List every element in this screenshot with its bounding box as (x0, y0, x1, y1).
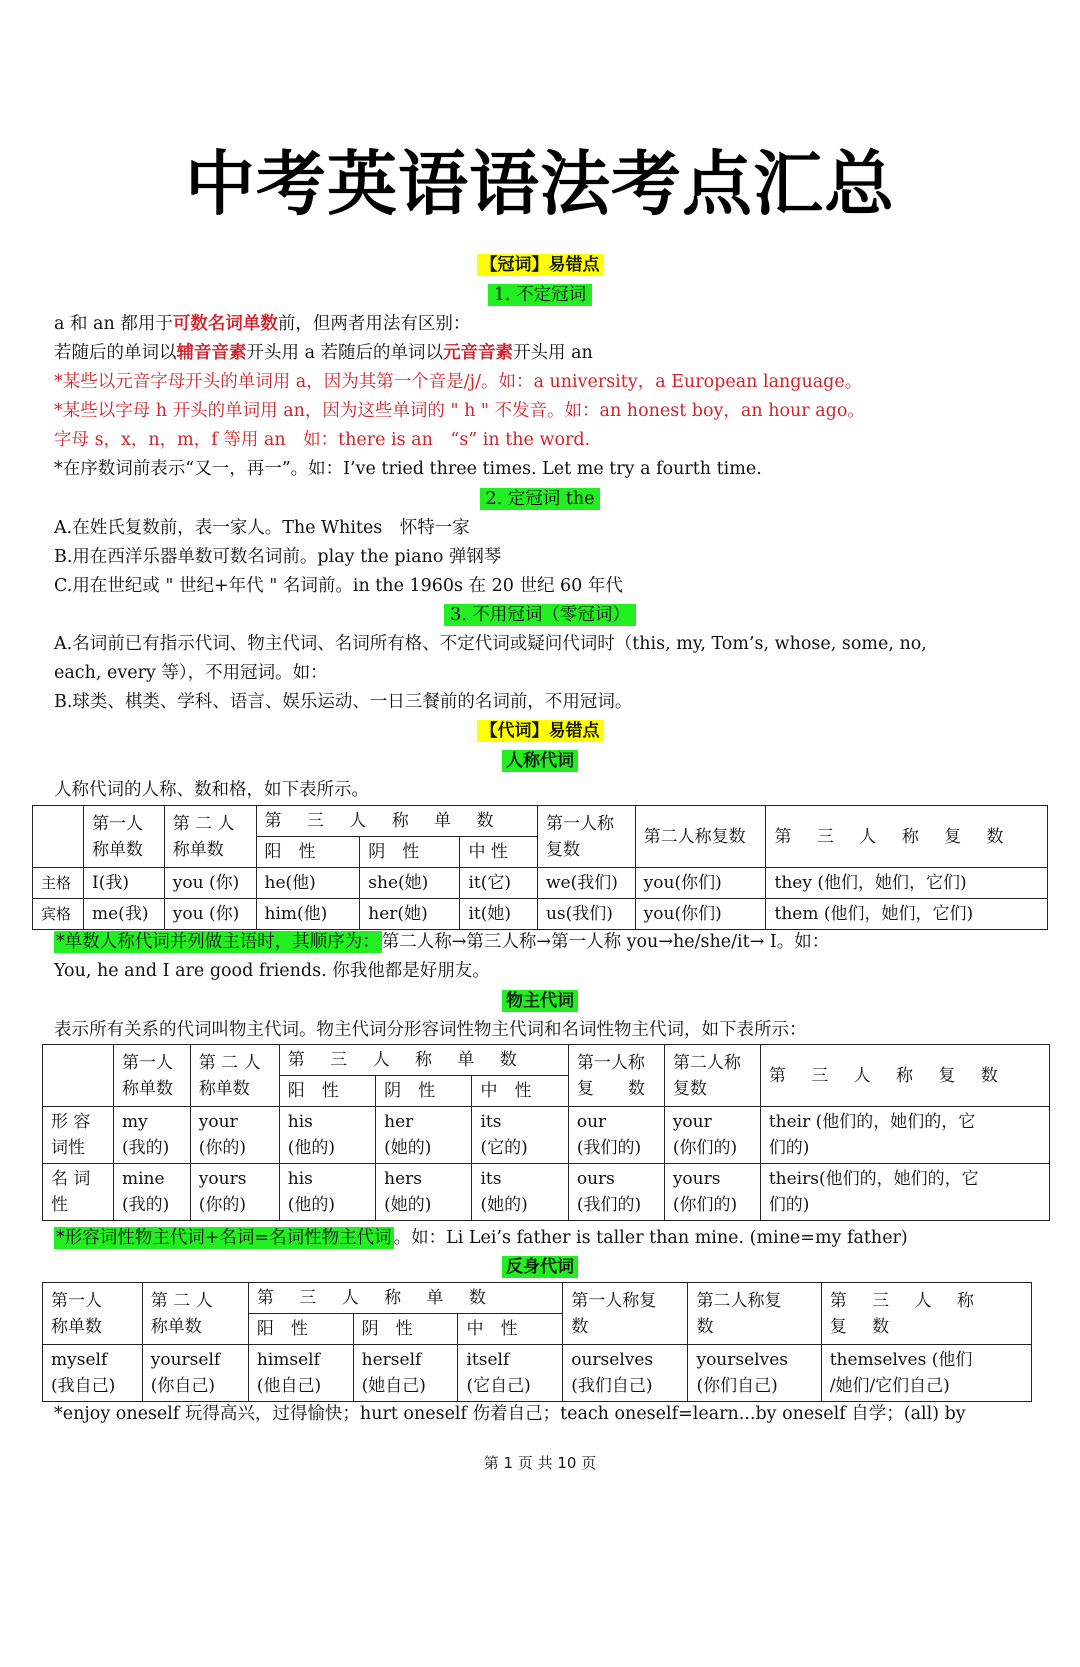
text-line: B.球类、棋类、学科、语言、娱乐运动、一日三餐前的名词前，不用冠词。 (54, 692, 633, 712)
definite-article-heading: 2. 定冠词 the (0, 486, 1080, 512)
reflexive-pronoun-heading: 反身代词 (0, 1254, 1080, 1280)
text-line: *在序数词前表示“又一，再一”。如：I’ve tried three times. Let me try a fourth time. (54, 459, 762, 479)
table-row: 主格 I(我) you (你) he(他) she(她) it(它) we(我们) you(你们) they (他们，她们，它们) (33, 868, 1048, 899)
personal-pronoun-intro: 人称代词的人称、数和格，如下表所示。 (54, 780, 369, 800)
table-row: 宾格 me(我) you (你) him(他) her(她) it(她) us(我们) you(你们) them (他们，她们，它们) (33, 899, 1048, 930)
pronoun-section-header: 【代词】易错点 (0, 718, 1080, 744)
indefinite-article-heading: 1. 不定冠词 (0, 282, 1080, 308)
text-line: 若随后的单词以辅音音素开头用 a 若随后的单词以元音音素开头用 an (54, 343, 593, 363)
reflexive-usage-note: *enjoy oneself 玩得高兴，过得愉快；hurt oneself 伤着自己；teach oneself=learn...by oneself 自学；(all) by (54, 1404, 966, 1424)
text-line: each, every 等），不用冠词。如： (54, 663, 328, 683)
pronoun-order-note: *单数人称代词并列做主语时，其顺序为： 第二人称→第三人称→第一人称 you→he/she/it→ I。如： (56, 932, 830, 952)
reflexive-pronoun-table: 第一人 称单数 第 二 人 称单数 第 三 人 称 单 数 第一人称复 数 第二人称复 数 第 三 人 称 复 数 阳 性 阴 性 中 性 myself (我自己) yourself (你自己) himself (他自己) herself (她自己) itself (它自己) ourselves (我们自己) yourselves (你们自己) themselves (他们 /她们/它们自己) (42, 1282, 1032, 1402)
text-line-red: *某些以字母 h 开头的单词用 an，因为这些单词的 " h " 不发音。如：an honest boy，an hour ago。 (54, 401, 865, 421)
text-line: B.用在西洋乐器单数可数名词前。play the piano 弹钢琴 (54, 547, 502, 567)
possessive-pronoun-heading: 物主代词 (0, 988, 1080, 1014)
article-section-header: 【冠词】易错点 (0, 252, 1080, 278)
text-line: A.名词前已有指示代词、物主代词、名词所有格、不定代词或疑问代词时（this, my, Tom’s, whose, some, no, (54, 634, 927, 654)
text-line: C.用在世纪或 " 世纪+年代 " 名词前。in the 1960s 在 20 世纪 60 年代 (54, 576, 623, 596)
possessive-pronoun-table: 第一人 称单数 第 二 人 称单数 第 三 人 称 单 数 第一人称 复 数 第二人称 复数 第 三 人 称 复 数 阳 性 阴 性 中 性 形 容 词性 my (我的) your (你的) his (他的) her (她的) its (它的) our (我们的) your (你们的) their (他们的，她们的，它 们的) 名 词 性 mine (我的) yours (你的) his (他的) hers (她的) its (她的) ours (我们的) yours (你们的) theirs(他们的，她们的，它 们的) (42, 1044, 1050, 1221)
text-line-red: *某些以元音字母开头的单词用 a，因为其第一个音是/j/。如：a university，a European language。 (54, 372, 863, 392)
table-row: 形 容 词性 my (我的) your (你的) his (他的) her (她的) its (它的) our (我们的) your (你们的) their (他们的，她们的，它 们的) (43, 1107, 1050, 1164)
table-row: myself (我自己) yourself (你自己) himself (他自己) herself (她自己) itself (它自己) ourselves (我们自己) yourselves (你们自己) themselves (他们 /她们/它们自己) (43, 1345, 1032, 1402)
page-title: 中考英语语法考点汇总 (185, 143, 895, 225)
text-line-red: 字母 s，x，n，m，f 等用 an 如：there is an “s” in the word. (54, 430, 591, 450)
zero-article-heading: 3. 不用冠词（零冠词） (0, 602, 1080, 628)
personal-pronoun-heading: 人称代词 (0, 748, 1080, 774)
text-line: a 和 an 都用于可数名词单数前，但两者用法有区别： (54, 314, 471, 334)
pronoun-order-example: You, he and I are good friends. 你我他都是好朋友。 (54, 961, 490, 981)
table-row: 名 词 性 mine (我的) yours (你的) his (他的) hers (她的) its (她的) ours (我们的) yours (你们的) theirs(他们的，她们的，它 们的) (43, 1164, 1050, 1221)
personal-pronoun-table: 第一人 称单数 第 二 人 称单数 第 三 人 称 单 数 第一人称 复数 第二人称复数 第 三 人 称 复 数 阳 性 阴 性 中 性 主格 I(我) you (你) he(他) she(她) it(它) we(我们) you(你们) they (他们，她们，它们) 宾格 me(我) you (你) him(他) her(她) it(她) us(我们) you(你们) them (他们，她们，它们) (32, 805, 1048, 930)
possessive-pronoun-intro: 表示所有关系的代词叫物主代词。物主代词分形容词性物主代词和名词性物主代词，如下表所示： (54, 1020, 807, 1040)
page-footer: 第 1 页 共 10 页 (483, 1454, 597, 1472)
text-line: A.在姓氏复数前，表一家人。The Whites 怀特一家 (54, 518, 470, 538)
possessive-note: *形容词性物主代词+名词=名词性物主代词 。如：Li Lei’s father is taller than mine. (mine=my father) (56, 1228, 908, 1248)
